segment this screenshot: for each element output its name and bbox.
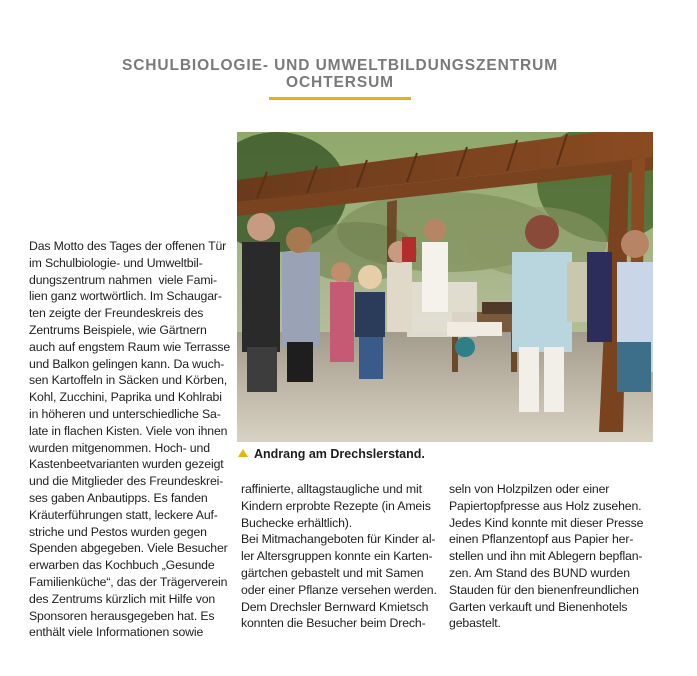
text-line: raffinierte, alltagstaugliche und mit: [241, 482, 422, 496]
text-line: auch auf engstem Raum wie Terrasse: [29, 339, 231, 354]
text-line: Buchecke erhältlich).: [241, 515, 352, 530]
text-line: Kohl, Zucchini, Paprika und Kohlrabi: [29, 390, 222, 405]
text-line: Sponsoren herausgegeben hat. Es: [29, 608, 215, 623]
text-line: ten zeigte der Freundeskreis des: [29, 306, 204, 321]
photo-image: [237, 132, 653, 442]
article-column-2: [241, 481, 441, 632]
text-line: Bei Mitmachangeboten für Kinder al-: [241, 532, 436, 547]
text-line: im Schulbiologie- und Umweltbil-: [29, 255, 203, 270]
text-line: Kastenbeetvarianten wurden gezeigt: [29, 457, 224, 472]
article-headline: [0, 57, 680, 91]
text-line: sen Kartoffeln in Säcken und Körben,: [29, 373, 228, 388]
text-line: Jedes Kind konnte mit dieser Presse: [449, 515, 644, 530]
text-line: Das Motto des Tages der offenen Tür: [29, 239, 227, 253]
text-line: dungszentrum nahmen viele Fami-: [29, 272, 217, 287]
text-line: enthält viele Informationen sowie: [29, 625, 204, 640]
text-line: erwarben das Kochbuch „Gesunde: [29, 558, 215, 573]
text-line: lien ganz wortwörtlich. Im Schaugar-: [29, 289, 222, 304]
text-line: ses gaben Anbautipps. Es fanden: [29, 490, 208, 505]
headline-line-2: OCHTERSUM: [286, 74, 394, 91]
text-line: wurden mitgenommen. Hoch- und: [29, 440, 210, 455]
text-line: late in flachen Kisten. Viele von ihnen: [29, 423, 228, 438]
text-line: striche und Pestos wurden gegen: [29, 524, 207, 539]
caption-text: Andrang am Drechslerstand.: [254, 447, 425, 461]
caption-triangle-icon: [238, 449, 248, 457]
text-line: gärtchen gebastelt und mit Samen: [241, 565, 424, 580]
text-line: Papiertopfpresse aus Holz zusehen.: [449, 498, 642, 513]
headline-underline: [269, 97, 411, 100]
text-line: stellen und ihn mit Ablegern bepflan-: [449, 549, 643, 564]
text-line: oder einer Pflanze versehen werden.: [241, 582, 437, 597]
text-line: Zentrums Beispiele, wie Gärtnern: [29, 322, 207, 337]
text-line: ler Altersgruppen konnte ein Karten-: [241, 549, 433, 564]
text-line: in höheren und unterschiedliche Sa-: [29, 406, 221, 421]
article-column-1: [29, 238, 229, 641]
text-line: Familienküche“, das der Trägerverein: [29, 574, 228, 589]
text-line: gebastelt.: [449, 616, 501, 631]
text-line: zen. Am Stand des BUND wurden: [449, 565, 630, 580]
text-line: des Zentrums kürzlich mit Hilfe von: [29, 591, 216, 606]
article-column-3: [449, 481, 659, 632]
text-line: einen Pflanzentopf aus Papier her-: [449, 532, 634, 547]
text-line: Stauden für den bienenfreundlichen: [449, 582, 639, 597]
photo-caption: [238, 447, 425, 462]
text-line: konnten die Besucher beim Drech-: [241, 616, 426, 631]
text-line: Kindern erprobte Rezepte (in Ameis: [241, 498, 431, 513]
text-line: Garten verkauft und Bienenhotels: [449, 599, 628, 614]
text-line: und Balkon gelingen kann. Da wuch-: [29, 356, 225, 371]
text-line: Dem Drechsler Bernward Kmietsch: [241, 599, 429, 614]
text-line: Kräuterführungen statt, leckere Auf-: [29, 507, 218, 522]
headline-line-1: SCHULBIOLOGIE- UND UMWELTBILDUNGSZENTRUM: [121, 57, 559, 74]
text-line: Spenden abgegeben. Viele Besucher: [29, 541, 228, 556]
text-line: und die Mitglieder des Freundeskrei-: [29, 474, 224, 489]
text-line: seln von Holzpilzen oder einer: [449, 482, 610, 496]
